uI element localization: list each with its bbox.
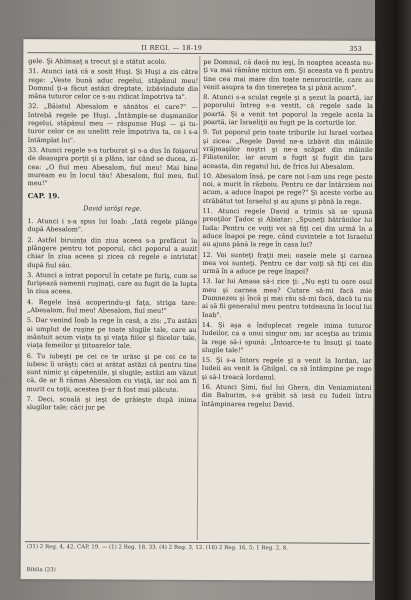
verse-paragraph: 3. Atunci a intrat poporul în cetate pe furiş, cum se furişează oamenii ruşinaţi, care au fugit de la lupta în ziua aceea.	[27, 270, 198, 296]
left-column	[26, 57, 199, 540]
verse-paragraph: 1. Atunci i s-a spus lui Ioab: „Iată regele plânge după Abesalom".	[27, 217, 198, 234]
verse-paragraph: 5. Dar venind Ioab la rege în casă, a zis: „Tu astăzi ai umplut de ruşine pe toate slugile tale, care au mântuit acum viaţa ta şi viaţa fiilor şi fiicelor tale, viaţa femeilor şi ţiitoarelor tale.	[26, 316, 197, 350]
verse-paragraph: 12. Voi sunteţi fraţii mei; oasele mele şi carnea mea voi sunteţi. Pentru ce dar voiţi să fiţi cei din urmă în a aduce pe rege înapoi?	[202, 250, 373, 276]
chapter-heading: CAP. 19.	[27, 191, 60, 201]
verse-paragraph: 2. Astfel biruinţa din ziua aceea s-a prefăcut în plângere pentru tot poporul, căci poporul a auzit chiar în ziua aceea şi zicea că regele e intristat după fiul său.	[27, 235, 198, 269]
verse-paragraph: 16. Atunci Şimi, fiul lui Ghera, din Veniaminteni din Bahurim, s-a grăbit să iasă cu Iudeii întru întâmpinarea regelui David.	[201, 383, 372, 409]
verse-paragraph: 9. Tot poporul prin toate triburile lui Israel vorbea şi zicea: „Regele David ne-a izbăvit din mâinile vrăjmaşilor noştri şi ne-a scăpat din mâinile Filistenilor, iar acum a fugit şi fugit din ţara aceasta, din regatul lui, de frica lui Abesalom.	[202, 128, 373, 171]
verse-paragraph: 13. Iar lui Amasa să-i zice ţi: „Nu eşti tu oare osul meu şi carnea mea? Cutare să-mi facă mie Dumnezeu şi încă şi mai rău să-mi facă, dacă tu nu ai să fii generalul meu pentru totdeauna în locul lui Ioab".	[201, 277, 373, 319]
right-column	[201, 58, 374, 541]
verse-paragraph: 8. Atunci s-a sculat regele şi a şezut la poartă, iar poporului întreg s-a vestit, că regele sade la poartă. Şi a venit tot poporul la regele acela la poartă, iar Israeliţii au fugit pe la corturile lor.	[202, 93, 374, 127]
chapter-subtitle: David iarăşi rege.	[83, 204, 142, 213]
verse-paragraph: 7. Deci, scoală şi ieşi de grăieşte după inima slugilor tale; căci jur pe	[26, 395, 197, 412]
verse-paragraph: 33. Atunci regele s-a turburat şi s-a dus în foişorul de deasupra porţii şi a plâns, iar când se ducea, zicea: „O fiul meu Abesalom, fiul meu! Mai bine muream eu în locul tău! Abesalom, fiul meu, fiul meu!"	[27, 146, 198, 188]
verse-paragraph: 4. Regele însă acoperindu-şi faţa, striga tare: „Abesalom, fiul meu! Abesalom, fiul meu!"	[26, 297, 198, 315]
page-number: 353	[349, 44, 362, 53]
verse-paragraph: 14. Şi aşa a înduplecat regele inima tuturor Iudeilor, ca a unui singur om; iar aceştia au trimis la rege să-i spună: „Întoarce-te tu însuţi şi toate slugile tale!"	[201, 320, 372, 355]
verse-paragraph: 31. Atunci iată că a sosit Huşi. Şi Huşi a zis către rege: „Veste bună aduc regelui, stăpânul meu! Domnul ţi-a făcut astăzi dreptate, izbăvindute din mâna tuturor celor ce s-au ridicat împotriva ta".	[28, 67, 199, 102]
verse-paragraph: 32. „Băiatul Abesalom e sănătos ei care?" — întrebă regele pe Huşi. „Întâmple-se duşmanilor regelui, stăpânul meu — răspunse Huşi — şi tuturor celor ce au unelitt rele împotriva ta, ce i s-a întâmplat lui".	[27, 102, 199, 145]
verse-paragraph: 15. Şi s-a întors regele şi a venit la Iordan, iar Iudeii au venit la Ghilgal, ca să întâmpine pe rege şi să-l treacă Iordanul.	[201, 356, 372, 382]
verse-paragraph: 11. Atunci regele David a trimis să se spună preoţilor Ţadoc şi Abiatar: „Spuneţi bătrânilor lui Iuda: Pentru ce voiţi voi să fiţi cei din urmă în a aduce înapoi pe rege, când cuvintele a tot Israelul au ajuns până la rege în casa lui?	[202, 207, 373, 249]
running-title: II REGI. — 18-19	[141, 43, 203, 53]
book-page	[21, 39, 376, 581]
printer-signature: Biblia (23)	[26, 567, 56, 574]
footnotes: (31) 2 Reg. 4, 42. CAP. 19. — (1) 2 Reg. 18, 33. (4) 2 Reg. 3, 12. (16) 2 Reg. 16, 5; 1 Reg. 2, 8.	[26, 544, 289, 552]
verse-paragraph: gele. Şi Ahimaaţ a trecut şi a stătut acolo.	[28, 57, 167, 66]
verse-paragraph: pe Domnul, că dacă nu ieşi, în noaptea aceasta nu-ţi va mai rămâne niciun om. Şi aceasta va fi pentru tine cea mai mare din toate nenorocirile, care au venit asupra ta din tinereţea ta şi până acum".	[203, 58, 374, 92]
book-cover-edge	[375, 0, 411, 600]
verse-paragraph: 6. Tu iubeşti pe cei ce te urăsc şi pe cei ce te iubesc îi urăşti; căci ai arătat astăzi că pentru tine sunt nimic şi căpeteniile, şi slugile; astăzi am văzut că, de ar fi rămas Abesalom cu viaţă, iar noi am fi murit cu toţii, acestea ţi-ar fi fost mai plăcute.	[26, 351, 197, 394]
verse-paragraph: 10. Abesalom însă, pe care noi l-am uns rege peste noi, a murit în războiu. Pentru ce dar întârziem noi acum, a aduce înapoi pe rege?" Şi aceste vorbe au străbătut tot Israelul şi au ajuns şi până la rege.	[202, 171, 373, 206]
